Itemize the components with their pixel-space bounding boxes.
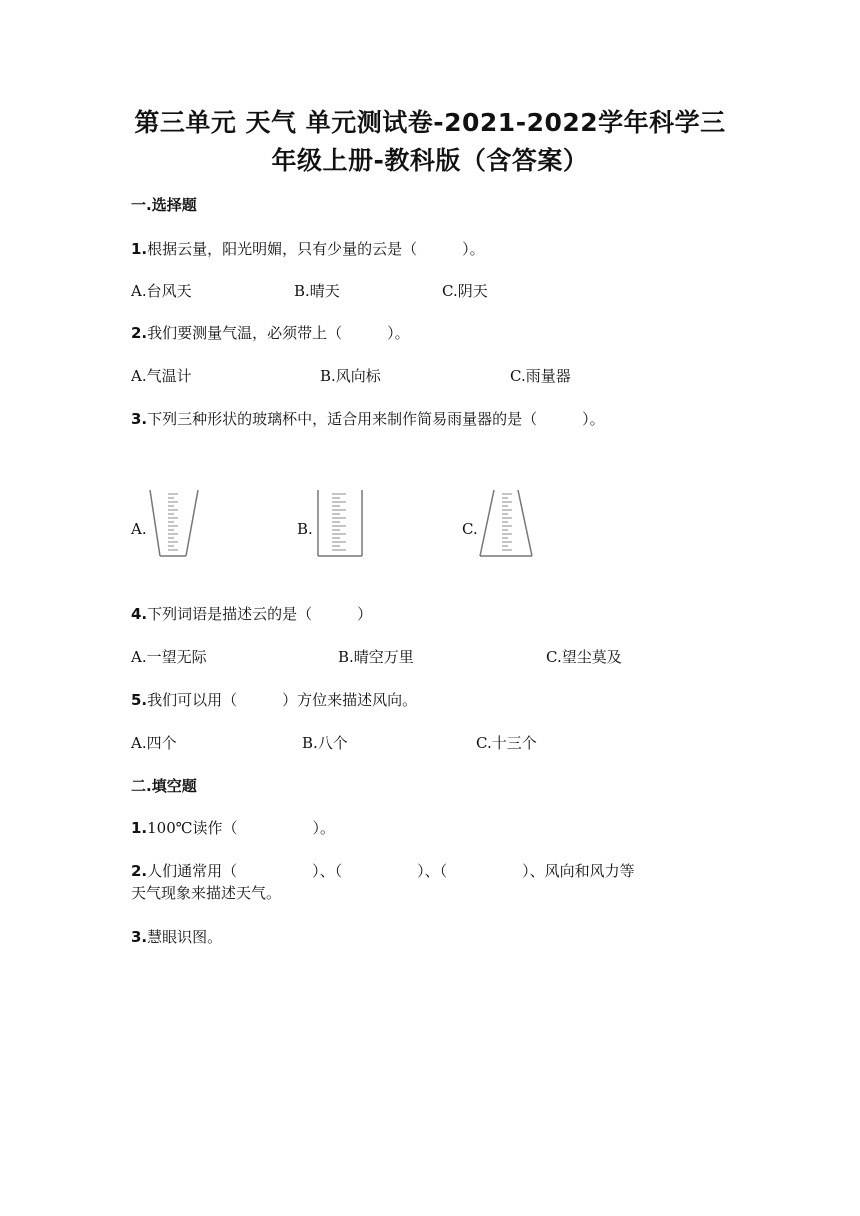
question-number: 4. — [131, 605, 148, 623]
cup-straight-icon — [314, 488, 366, 560]
cup-wide-top-icon — [146, 488, 202, 560]
question-5 — [131, 689, 417, 710]
question-1 — [131, 238, 485, 259]
question-text: 我们可以用（ ）方位来描述风向。 — [147, 691, 418, 709]
question-number: 3. — [131, 410, 148, 428]
option-b: B.晴天 — [294, 282, 340, 300]
option-c: C.雨量器 — [510, 367, 571, 385]
question-2 — [131, 322, 410, 343]
option-a: A. — [131, 520, 147, 538]
title-line-1: 第三单元 天气 单元测试卷-2021-2022学年科学三 — [134, 108, 726, 137]
question-text: 人们通常用（ ）、（ ）、（ ）、风向和风力等 — [147, 862, 635, 880]
question-number: 2. — [131, 324, 148, 342]
option-b: B.八个 — [302, 734, 348, 752]
option-c: C.阴天 — [442, 282, 488, 300]
option-b: B. — [297, 520, 313, 538]
question-number: 5. — [131, 691, 148, 709]
option-a: A.一望无际 — [131, 648, 207, 666]
option-c: C.望尘莫及 — [546, 648, 622, 666]
question-number: 2. — [131, 862, 148, 880]
question-number: 3. — [131, 928, 148, 946]
question-text-line-2: 天气现象来描述天气。 — [131, 884, 282, 902]
document-title — [120, 104, 740, 180]
question-text: 下列词语是描述云的是（ ） — [147, 605, 373, 623]
fill-question-2 — [131, 860, 635, 904]
option-a: A.台风天 — [131, 282, 192, 300]
option-b: B.晴空万里 — [338, 648, 414, 666]
question-3 — [131, 408, 605, 429]
question-text: 慧眼识图。 — [147, 928, 223, 946]
question-number: 1. — [131, 819, 148, 837]
cup-wide-bottom-icon — [476, 488, 536, 560]
option-c: C. — [462, 520, 478, 538]
option-a: A.四个 — [131, 734, 177, 752]
question-text: 根据云量，阳光明媚，只有少量的云是（ ）。 — [147, 240, 485, 258]
option-b: B.风向标 — [320, 367, 381, 385]
question-number: 1. — [131, 240, 148, 258]
option-c: C.十三个 — [476, 734, 537, 752]
question-4 — [131, 603, 372, 624]
section-heading-fill: 二.填空题 — [131, 777, 197, 795]
option-a: A.气温计 — [131, 367, 192, 385]
question-text: 100℃读作（ ）。 — [147, 819, 336, 837]
fill-question-3 — [131, 926, 222, 947]
fill-question-1 — [131, 817, 335, 838]
question-text: 我们要测量气温，必须带上（ ）。 — [147, 324, 410, 342]
question-text: 下列三种形状的玻璃杯中，适合用来制作简易雨量器的是（ ）。 — [147, 410, 605, 428]
title-line-2: 年级上册-教科版（含答案） — [271, 146, 589, 175]
section-heading-choice: 一.选择题 — [131, 196, 197, 214]
